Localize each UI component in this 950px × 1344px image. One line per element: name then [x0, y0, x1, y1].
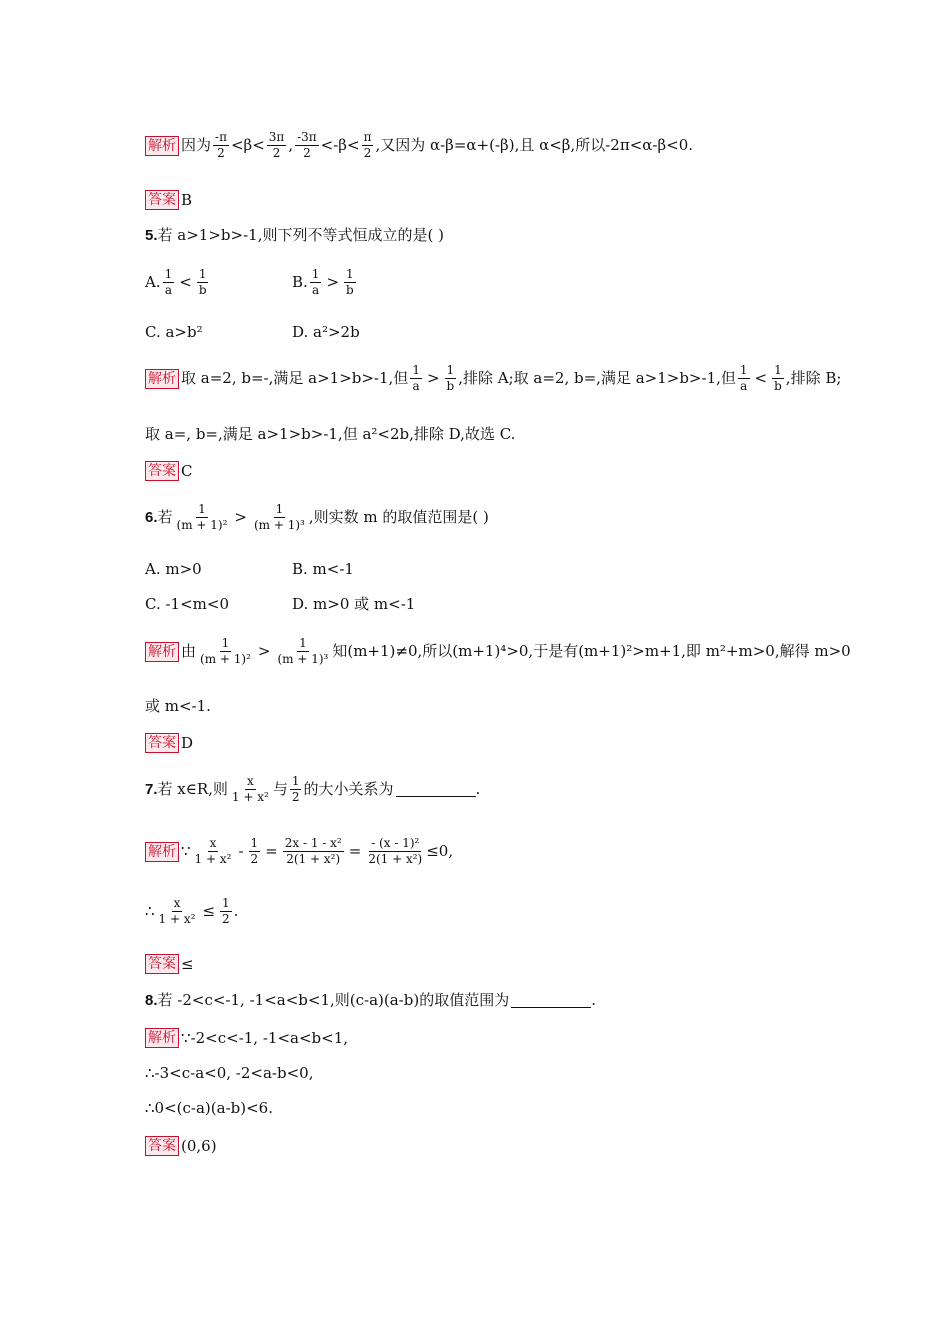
q6-option-a: A. m>0 [145, 560, 202, 578]
analysis-label: 解析 [145, 136, 179, 156]
answer-label: 答案 [145, 190, 179, 210]
fraction: $\frac{1}{b}$ [774, 363, 782, 393]
q7-stem: 7. 若 x∈R,则 $\frac{x}{\text{1 + x²}}$ 与 $\frac{1}{2}$ 的大小关系为 . [145, 774, 481, 804]
fraction: $\frac{1}{\text{(m + 1)²}}$ [176, 502, 228, 532]
fraction: $\frac{x}{\text{1 + x²}}$ [231, 774, 269, 804]
fraction: $\frac{1}{b}$ [198, 267, 207, 297]
p4-answer: B [181, 190, 193, 209]
q5-answer-line [145, 461, 192, 481]
question-number: 7. [145, 781, 158, 798]
q8-stem: 8. 若 -2<c<-1, -1<a<b<1,则(c-a)(a-b)的取值范围为 . [145, 991, 596, 1009]
q5-option-b: B. $\frac{1}{a}$ > $\frac{1}{b}$ [292, 267, 354, 297]
q6-answer: D [181, 733, 194, 752]
p4-analysis-text: 因为 [181, 136, 212, 154]
q7-analysis-line2: ∴ $\frac{x}{\text{1 + x²}}$ ≤ $\frac{1}{2}$ . [145, 896, 239, 926]
answer-blank [511, 993, 591, 1008]
question-number: 5. [145, 227, 158, 244]
q8-analysis-line2: ∴-3<c-a<0, -2<a-b<0, [145, 1064, 314, 1082]
fraction: $\frac{\text{2x - 1 - x²}}{\text{2(1 + x²)}}$ [284, 836, 342, 866]
fraction: $\frac{1}{2}$ [291, 774, 300, 804]
fraction: $\frac{1}{2}$ [250, 836, 259, 866]
fraction: $\frac{1}{a}$ [164, 267, 173, 297]
q5-analysis-line2: 取 a=, b=,满足 a>1>b>-1,但 a²<2b,排除 D,故选 C. [145, 425, 516, 443]
analysis-label: 解析 [145, 1028, 179, 1048]
fraction: $\frac{1}{\text{(m + 1)²}}$ [200, 636, 251, 666]
fraction: $\frac{3\pi}{2}$ [268, 130, 285, 160]
question-text: 若 a>1>b>-1,则下列不等式恒成立的是( ) [157, 226, 444, 244]
fraction: $\frac{-\pi}{2}$ [215, 130, 227, 160]
question-number: 6. [145, 509, 158, 526]
q6-option-d: D. m>0 或 m<-1 [292, 595, 416, 613]
fraction: $\frac{x}{\text{1 + x²}}$ [194, 836, 232, 866]
q5-analysis-line1: 解析 取 a=2, b=-,满足 a>1>b>-1,但 $\frac{1}{a}$ > $\frac{1}{b}$ ,排除 A;取 a=2, b=,满足 a>1>b>-1,但 $\frac{1}{a}$ < $\frac{1}{b}$ ,排除 B; [145, 364, 841, 393]
fraction: $\frac{1}{b}$ [346, 267, 354, 297]
q5-option-c: C. a>b² [145, 323, 203, 341]
fraction: $\frac{1}{a}$ [412, 363, 420, 393]
q5-option-a: A. $\frac{1}{a}$ < $\frac{1}{b}$ [145, 267, 207, 297]
fraction: $\frac{1}{\text{(m + 1)³}}$ [277, 636, 329, 666]
analysis-label: 解析 [145, 642, 179, 662]
q8-answer-line [145, 1136, 217, 1156]
answer-label: 答案 [145, 1136, 179, 1156]
q8-answer: (0,6) [181, 1136, 217, 1155]
fraction: $\frac{\pi}{2}$ [363, 130, 372, 160]
fraction: $\frac{1}{b}$ [446, 363, 455, 393]
q8-analysis-line3: ∴0<(c-a)(a-b)<6. [145, 1099, 273, 1117]
q7-answer: ≤ [181, 954, 194, 973]
fraction: $\frac{1}{a}$ [739, 363, 748, 393]
answer-label: 答案 [145, 461, 179, 481]
p4-analysis-line: 解析 因为 $\frac{-\pi}{2}$ <β< $\frac{3\pi}{2}$ , $\frac{-3\pi}{2}$ <-β< $\frac{\pi}{2}$ ,又因为 α-β=α+(-β),且 α<β,所以-2π<α-β<0. [145, 131, 693, 160]
q5-stem [145, 228, 444, 243]
q6-analysis-line2: 或 m<-1. [145, 697, 211, 715]
p4-answer-line [145, 190, 192, 210]
q6-answer-line [145, 733, 193, 753]
fraction: $\frac{1}{\text{(m + 1)³}}$ [253, 502, 305, 532]
answer-blank [396, 782, 476, 797]
q6-option-b: B. m<-1 [292, 560, 354, 578]
q7-answer-line [145, 954, 194, 974]
q7-analysis-line1: 解析 ∵ $\frac{x}{\text{1 + x²}}$ - $\frac{1}{2}$ = $\frac{\text{2x - 1 - x²}}{\text{2(1 + x²)}}$ = $\frac{\text{- (x - 1)²}}{\text{2(1 + x²)}}$ ≤0, [145, 837, 453, 866]
fraction: $\frac{x}{\text{1 + x²}}$ [158, 896, 196, 926]
q5-answer: C [181, 461, 193, 480]
answer-label: 答案 [145, 733, 179, 753]
fraction: $\frac{-3\pi}{2}$ [297, 130, 317, 160]
analysis-label: 解析 [145, 369, 179, 389]
q6-option-c: C. -1<m<0 [145, 595, 229, 613]
question-number: 8. [145, 992, 158, 1009]
q5-option-d: D. a²>2b [292, 323, 360, 341]
fraction: $\frac{1}{2}$ [222, 896, 230, 926]
answer-label: 答案 [145, 954, 179, 974]
fraction: $\frac{1}{a}$ [311, 267, 320, 297]
q6-stem: 6. 若 $\frac{1}{\text{(m + 1)²}}$ > $\frac{1}{\text{(m + 1)³}}$ ,则实数 m 的取值范围是( ) [145, 502, 489, 532]
q6-analysis-line1: 解析 由 $\frac{1}{\text{(m + 1)²}}$ > $\frac{1}{\text{(m + 1)³}}$ 知(m+1)≠0,所以(m+1)⁴>0,于是有(m+1)²>m+1,即 m²+m>0,解得 m>0 [145, 637, 851, 666]
q8-analysis-line1: 解析 ∵-2<c<-1, -1<a<b<1, [145, 1028, 348, 1048]
analysis-label: 解析 [145, 842, 179, 862]
fraction: $\frac{\text{- (x - 1)²}}{\text{2(1 + x²)}}$ [368, 836, 423, 866]
